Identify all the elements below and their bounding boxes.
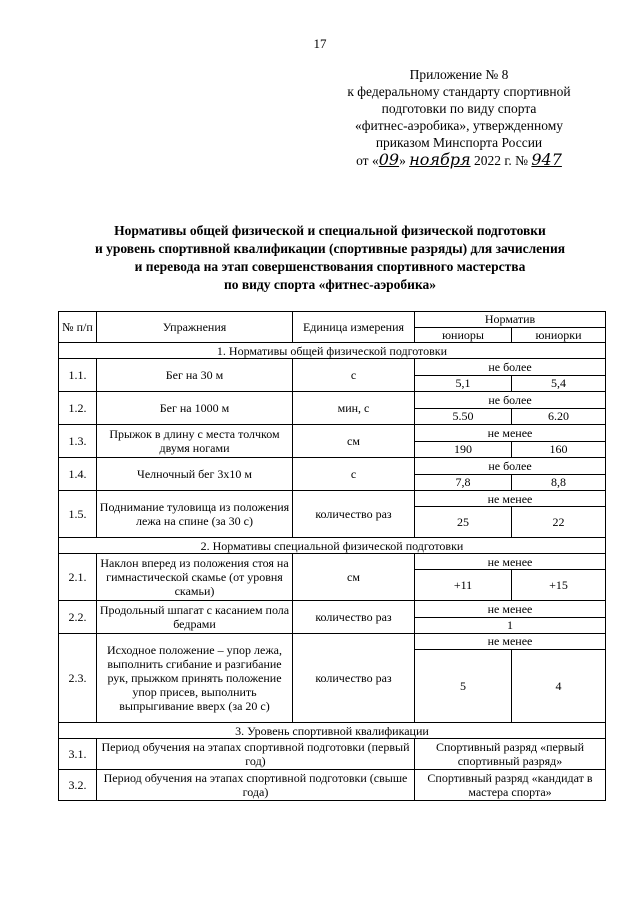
section-row (59, 538, 606, 554)
value-juniors-f: +15 (512, 570, 606, 601)
row-exercise: Продольный шпагат с касанием пола бедрами (97, 601, 293, 634)
row-exercise: Прыжок в длину с места толчком двумя ногами (97, 425, 293, 458)
value-juniors-f: 22 (512, 507, 606, 538)
header-norm: Норматив (415, 312, 606, 328)
row-num: 1.3. (59, 425, 97, 458)
appendix-line: к федеральному стандарту спортивной (347, 84, 571, 99)
table-row (59, 601, 606, 618)
table-row (59, 634, 606, 650)
table-row (59, 359, 606, 376)
row-condition: не менее (415, 491, 606, 507)
document-title (40, 222, 620, 294)
value-juniors-f: 8,8 (512, 474, 606, 491)
value-juniors-m: 190 (415, 441, 512, 458)
row-rank: Спортивный разряд «кандидат в мастера спорта» (415, 770, 606, 801)
table-header-row (59, 312, 606, 328)
table-row (59, 554, 606, 570)
row-condition: не менее (415, 601, 606, 618)
appendix-line: Приложение № 8 (409, 67, 509, 82)
row-num: 3.1. (59, 739, 97, 770)
value-juniors-m: 25 (415, 507, 512, 538)
section-row (59, 723, 606, 739)
value-juniors-f: 6.20 (512, 408, 606, 425)
header-exercise: Упражнения (97, 312, 293, 343)
table-row (59, 425, 606, 442)
section-title: 1. Нормативы общей физической подготовки (59, 343, 606, 359)
date-prefix: от « (356, 153, 379, 168)
title-line: Нормативы общей физической и специальной физической подготовки (114, 223, 546, 238)
row-num: 1.1. (59, 359, 97, 392)
row-unit: количество раз (293, 601, 415, 634)
title-line: и уровень спортивной квалификации (спортивные разряды) для зачисления (94, 241, 566, 256)
value-juniors-m: 5 (415, 649, 512, 722)
section-title: 3. Уровень спортивной квалификации (59, 723, 606, 739)
date-month-handwritten: ноября (409, 150, 471, 169)
row-unit: с (293, 458, 415, 491)
value-both: 1 (415, 617, 606, 634)
row-rank: Спортивный разряд «первый спортивный разряд» (415, 739, 606, 770)
row-exercise: Поднимание туловища из положения лежа на спине (за 30 с) (97, 491, 293, 538)
value-juniors-m: 5,1 (415, 375, 512, 392)
row-condition: не более (415, 458, 606, 475)
header-num: № п/п (59, 312, 97, 343)
value-juniors-f: 4 (512, 649, 606, 722)
row-unit: см (293, 425, 415, 458)
row-num: 2.2. (59, 601, 97, 634)
order-number-handwritten: 947 (531, 150, 562, 169)
date-day-handwritten: 09 (378, 150, 400, 169)
date-year: 2022 г. № (473, 153, 528, 168)
value-juniors-m: 5.50 (415, 408, 512, 425)
norms-table (58, 311, 606, 801)
row-unit: см (293, 554, 415, 601)
header-juniors-m: юниоры (415, 327, 512, 343)
row-period: Период обучения на этапах спортивной подготовки (свыше года) (97, 770, 415, 801)
row-period: Период обучения на этапах спортивной подготовки (первый год) (97, 739, 415, 770)
row-num: 1.5. (59, 491, 97, 538)
header-juniors-f: юниорки (512, 327, 606, 343)
row-unit: количество раз (293, 491, 415, 538)
value-juniors-f: 160 (512, 441, 606, 458)
row-exercise: Бег на 30 м (97, 359, 293, 392)
row-num: 1.2. (59, 392, 97, 425)
appendix-line: приказом Минспорта России (375, 135, 543, 150)
table-row (59, 739, 606, 770)
section-title: 2. Нормативы специальной физической подготовки (59, 538, 606, 554)
row-num: 1.4. (59, 458, 97, 491)
header-unit: Единица измерения (293, 312, 415, 343)
row-num: 2.1. (59, 554, 97, 601)
value-juniors-f: 5,4 (512, 375, 606, 392)
date-mid: » (399, 153, 406, 168)
page-number: 17 (313, 36, 327, 51)
row-exercise: Бег на 1000 м (97, 392, 293, 425)
table-row (59, 458, 606, 475)
table-row (59, 491, 606, 507)
row-unit: мин, с (293, 392, 415, 425)
appendix-line: «фитнес-аэробика», утвержденному (355, 118, 563, 133)
row-unit: количество раз (293, 634, 415, 723)
value-juniors-m: +11 (415, 570, 512, 601)
row-condition: не более (415, 359, 606, 376)
row-condition: не менее (415, 554, 606, 570)
title-line: и перевода на этап совершенствования спортивного мастерства (134, 259, 526, 274)
value-juniors-m: 7,8 (415, 474, 512, 491)
row-num: 3.2. (59, 770, 97, 801)
row-condition: не более (415, 392, 606, 409)
title-line: по виду спорта «фитнес-аэробика» (223, 277, 437, 292)
table-row (59, 770, 606, 801)
row-condition: не менее (415, 634, 606, 650)
row-exercise: Челночный бег 3х10 м (97, 458, 293, 491)
row-condition: не менее (415, 425, 606, 442)
order-date-line (300, 151, 618, 169)
row-exercise: Исходное положение – упор лежа, выполнить сгибание и разгибание рук, прыжком принять положение упор присев, выполнить выпрыгивание вверх (за 20 с) (97, 634, 293, 723)
table-row (59, 392, 606, 409)
row-unit: с (293, 359, 415, 392)
appendix-line: подготовки по виду спорта (381, 101, 537, 116)
row-num: 2.3. (59, 634, 97, 723)
section-row (59, 343, 606, 359)
appendix-header (300, 66, 618, 169)
row-exercise: Наклон вперед из положения стоя на гимнастической скамье (от уровня скамьи) (97, 554, 293, 601)
